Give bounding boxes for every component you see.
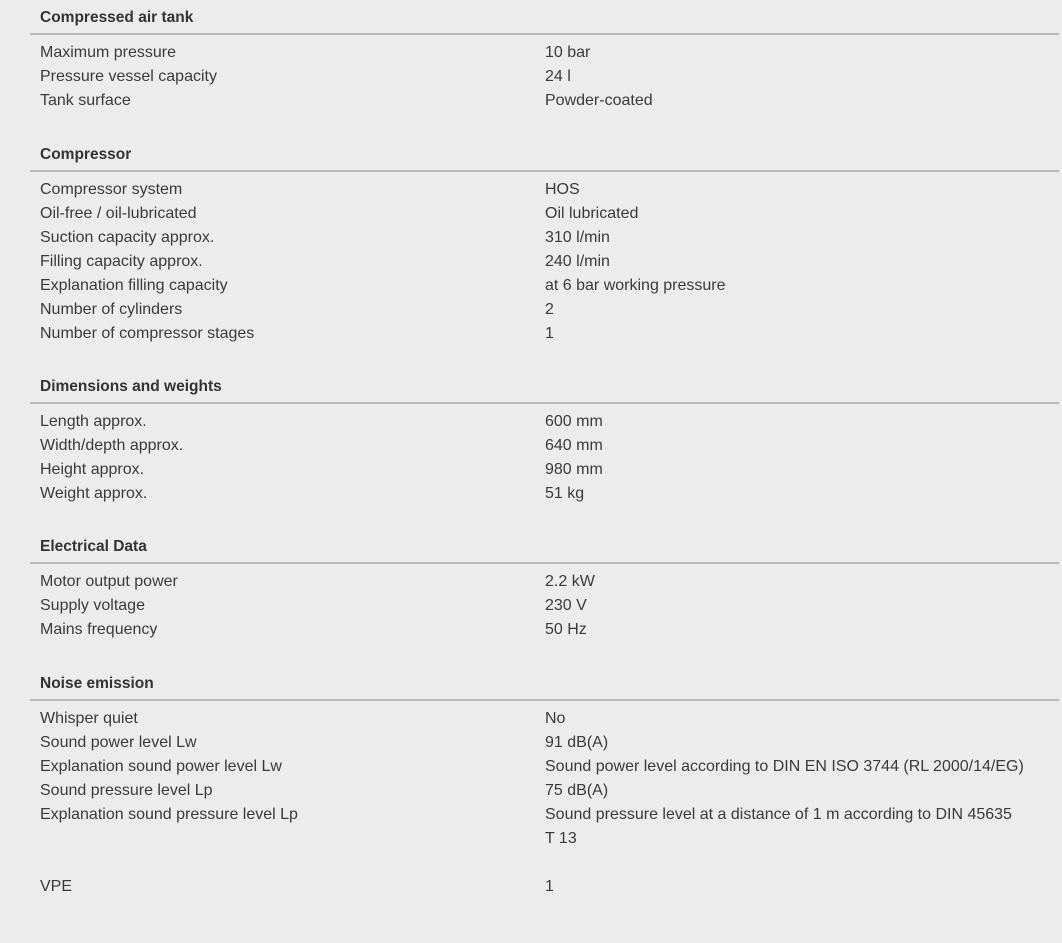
spec-row <box>30 779 1059 803</box>
spec-value: No <box>545 710 566 727</box>
spec-row <box>30 755 1059 779</box>
spec-label: Length approx. <box>40 413 147 430</box>
spec-row <box>30 226 1059 250</box>
section-title: Electrical Data <box>30 529 1059 564</box>
spec-row <box>30 41 1059 65</box>
spec-label: Width/depth approx. <box>40 437 184 454</box>
spec-row <box>30 89 1059 113</box>
section-electrical-data <box>30 529 1059 642</box>
spec-label: Supply voltage <box>40 597 145 614</box>
spec-value: 230 V <box>545 597 587 614</box>
spec-row <box>30 202 1059 226</box>
spec-value: 91 dB(A) <box>545 734 609 751</box>
spec-value: 51 kg <box>545 485 585 502</box>
spec-label: VPE <box>40 878 73 895</box>
spec-value: 24 l <box>545 68 571 85</box>
section-title: Compressed air tank <box>30 0 1059 35</box>
spec-label: Sound power level Lw <box>40 734 197 751</box>
spec-label: Height approx. <box>40 461 145 478</box>
spec-row <box>30 274 1059 298</box>
spec-label: Pressure vessel capacity <box>40 68 217 85</box>
spec-value: Powder-coated <box>545 92 653 109</box>
section-title: Compressor <box>30 137 1059 172</box>
spec-label: Compressor system <box>40 181 183 198</box>
spec-row <box>30 434 1059 458</box>
spec-value: HOS <box>545 181 580 198</box>
spec-row <box>30 250 1059 274</box>
spec-value: at 6 bar working pressure <box>545 277 726 294</box>
spec-value: 1 <box>545 878 554 895</box>
spec-label: Number of compressor stages <box>40 325 255 342</box>
spec-label: Weight approx. <box>40 485 148 502</box>
spec-row <box>30 410 1059 434</box>
spec-label: Whisper quiet <box>40 710 138 727</box>
spec-row <box>30 731 1059 755</box>
spec-label: Explanation sound power level Lw <box>40 758 282 775</box>
spec-label: Filling capacity approx. <box>40 253 203 270</box>
spec-value: 2.2 kW <box>545 573 595 590</box>
spec-row <box>30 65 1059 89</box>
spec-value: Sound power level according to DIN EN ISO 3744 (RL 2000/14/EG) <box>545 758 1024 775</box>
spec-row <box>30 322 1059 346</box>
section-compressed-air-tank <box>30 0 1059 113</box>
spec-label: Explanation filling capacity <box>40 277 228 294</box>
spec-label: Mains frequency <box>40 621 158 638</box>
spec-value: 310 l/min <box>545 229 610 246</box>
section-dimensions-and-weights <box>30 369 1059 506</box>
spec-row <box>30 707 1059 731</box>
spec-label: Oil-free / oil-lubricated <box>40 205 197 222</box>
spec-row <box>30 803 1059 851</box>
spec-label: Number of cylinders <box>40 301 183 318</box>
spec-row <box>30 618 1059 642</box>
spec-value: 600 mm <box>545 413 603 430</box>
spec-value: 10 bar <box>545 44 591 61</box>
spec-value: 1 <box>545 325 554 342</box>
spec-value: 240 l/min <box>545 253 610 270</box>
spec-value: 640 mm <box>545 437 603 454</box>
spec-row <box>30 570 1059 594</box>
spec-label: Sound pressure level Lp <box>40 782 213 799</box>
spec-value: Sound pressure level at a distance of 1 m according to DIN 45635 T 13 <box>545 806 1012 847</box>
section-title: Dimensions and weights <box>30 369 1059 404</box>
spec-row <box>30 178 1059 202</box>
section-compressor <box>30 137 1059 346</box>
spec-label: Motor output power <box>40 573 178 590</box>
spec-label: Maximum pressure <box>40 44 177 61</box>
spec-row <box>30 482 1059 506</box>
spec-value: 980 mm <box>545 461 603 478</box>
spec-row <box>30 458 1059 482</box>
spec-label: Explanation sound pressure level Lp <box>40 806 298 823</box>
spec-value: 50 Hz <box>545 621 587 638</box>
spec-value: Oil lubricated <box>545 205 639 222</box>
section-noise-emission <box>30 666 1059 851</box>
spec-value: 75 dB(A) <box>545 782 609 799</box>
section-title: Noise emission <box>30 666 1059 701</box>
spec-label: Suction capacity approx. <box>40 229 215 246</box>
spec-value: 2 <box>545 301 554 318</box>
spec-row <box>30 298 1059 322</box>
spec-row <box>30 594 1059 618</box>
spec-row-vpe <box>30 875 1059 899</box>
spec-label: Tank surface <box>40 92 131 109</box>
